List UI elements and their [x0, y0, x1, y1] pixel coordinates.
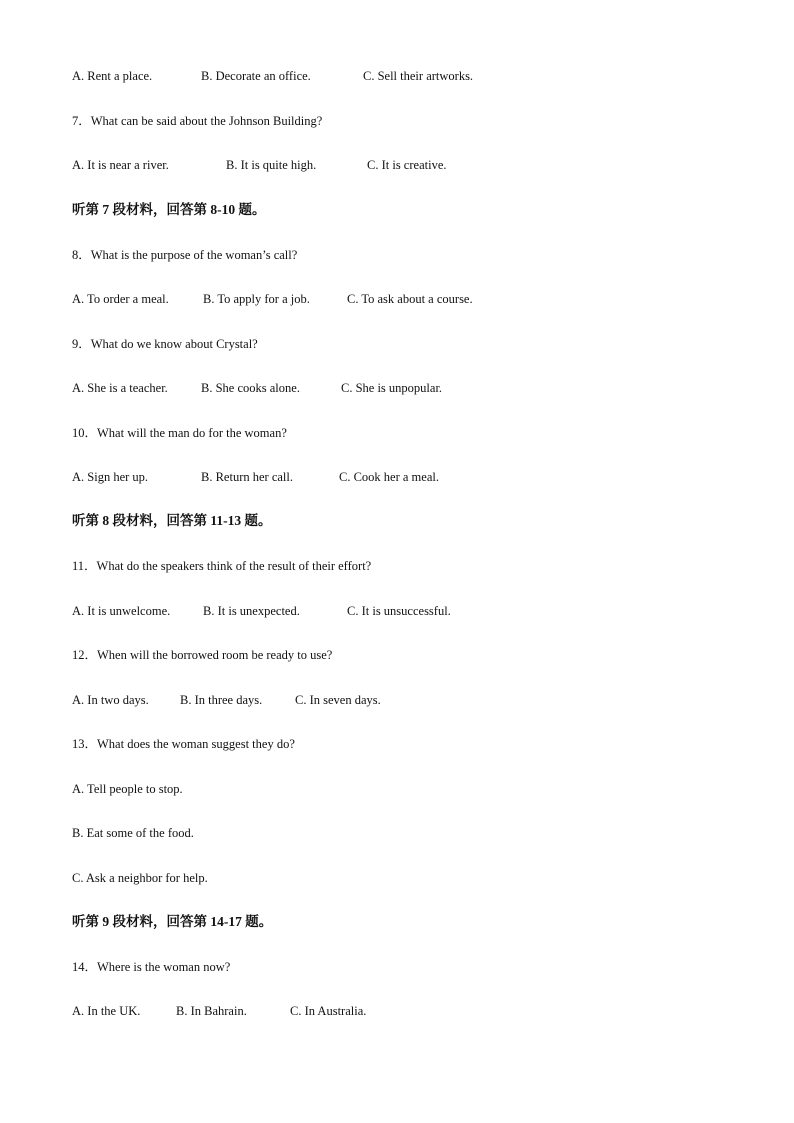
- option-6a: A. Rent a place.: [72, 69, 153, 83]
- options-row-9: [72, 380, 442, 396]
- section-heading-7: 听第 7 段材料，回答第 8-10 题。: [72, 202, 266, 217]
- options-row-12: [72, 692, 381, 708]
- section-heading-8: 听第 8 段材料，回答第 11-13 题。: [72, 513, 272, 528]
- option-11a: A. It is unwelcome.: [72, 604, 171, 618]
- option-11b: B. It is unexpected.: [203, 604, 300, 618]
- option-8c: C. To ask about a course.: [347, 292, 473, 306]
- question-11: 11．What do the speakers think of the result of their effort?: [72, 559, 372, 573]
- question-10: 10．What will the man do for the woman?: [72, 426, 287, 440]
- option-12a: A. In two days.: [72, 693, 149, 707]
- option-13b: B. Eat some of the food.: [72, 826, 194, 840]
- options-row-10: [72, 469, 439, 485]
- option-9c: C. She is unpopular.: [341, 381, 443, 395]
- option-12c: C. In seven days.: [295, 693, 381, 707]
- option-12b: B. In three days.: [180, 693, 263, 707]
- options-row-14: [72, 1003, 366, 1019]
- option-14b: B. In Bahrain.: [176, 1004, 247, 1018]
- question-14: 14．Where is the woman now?: [72, 960, 231, 974]
- option-7a: A. It is near a river.: [72, 158, 169, 172]
- option-10a: A. Sign her up.: [72, 470, 149, 484]
- option-14a: A. In the UK.: [72, 1004, 141, 1018]
- options-row-11: [72, 603, 451, 619]
- option-10b: B. Return her call.: [201, 470, 293, 484]
- option-9a: A. She is a teacher.: [72, 381, 168, 395]
- question-8: 8．What is the purpose of the woman’s call?: [72, 248, 298, 262]
- question-12: 12．When will the borrowed room be ready to use?: [72, 648, 333, 662]
- question-9: 9．What do we know about Crystal?: [72, 337, 258, 351]
- options-row-8: [72, 291, 473, 307]
- option-6b: B. Decorate an office.: [201, 69, 311, 83]
- option-7c: C. It is creative.: [367, 158, 447, 172]
- option-14c: C. In Australia.: [290, 1004, 367, 1018]
- option-11c: C. It is unsuccessful.: [347, 604, 451, 618]
- option-8a: A. To order a meal.: [72, 292, 169, 306]
- question-13: 13．What does the woman suggest they do?: [72, 737, 295, 751]
- option-9b: B. She cooks alone.: [201, 381, 300, 395]
- options-row-6: [72, 68, 473, 84]
- option-10c: C. Cook her a meal.: [339, 470, 439, 484]
- question-7: 7．What can be said about the Johnson Building?: [72, 114, 323, 128]
- option-13c: C. Ask a neighbor for help.: [72, 871, 208, 885]
- option-13a: A. Tell people to stop.: [72, 782, 183, 796]
- options-row-7: [72, 157, 447, 173]
- option-7b: B. It is quite high.: [226, 158, 317, 172]
- section-heading-9: 听第 9 段材料，回答第 14-17 题。: [72, 914, 273, 929]
- option-6c: C. Sell their artworks.: [363, 69, 474, 83]
- option-8b: B. To apply for a job.: [203, 292, 310, 306]
